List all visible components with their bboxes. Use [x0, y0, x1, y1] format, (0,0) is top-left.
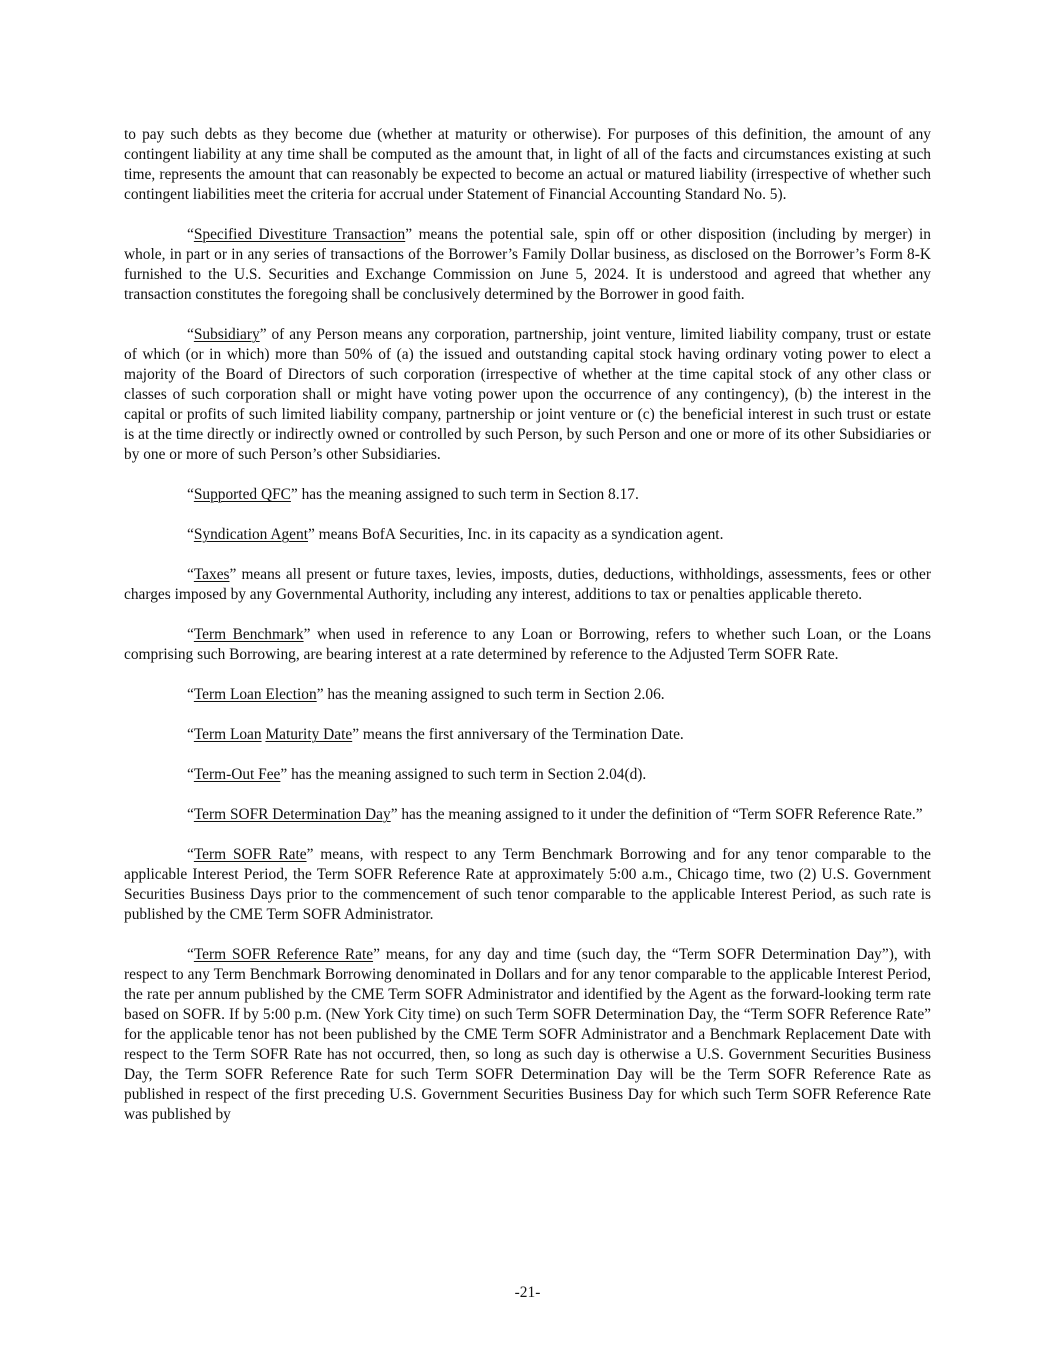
definition-subsidiary: “Subsidiary” of any Person means any corporation, partnership, joint venture, limited liability company, trust or estate of which (or in which) more than 50% of (a) the issued and outstanding capital stock having ordinary voting power to elect a majority of the Board of Directors of such corporation (irrespective of whether at the time capital stock of any other class or classes of such corporation shall or might have voting power upon the occurrence of any contingency), (b) the interest in the capital or profits of such limited liability company, partnership or joint venture or (c) the beneficial interest in such trust or estate is at the time directly or indirectly owned or controlled by such Person, by such Person and one or more of its other Subsidiaries or by one or more of such Person’s other Subsidiaries.	[124, 326, 931, 463]
definition-text: ” has the meaning assigned to such term in Section 2.06.	[316, 686, 665, 703]
definition-term-loan-election: “Term Loan Election” has the meaning assigned to such term in Section 2.06.	[187, 686, 665, 703]
definition-supported-qfc: “Supported QFC” has the meaning assigned to such term in Section 8.17.	[187, 486, 639, 503]
definition-text: ” means the potential sale, spin off or other disposition (including by merger) in whole, in part or in any series of transactions of the Borrower’s Family Dollar business, as disclosed on the Borrower’s Form 8-K furnished to the U.S. Securities and Exchange Commission on June 5, 2024. It is understood and agreed that whether any transaction constitutes the foregoing shall be conclusively determined by the Borrower in good faith.	[124, 226, 931, 303]
definition-term-sofr-rate: “Term SOFR Rate” means, with respect to any Term Benchmark Borrowing and for any tenor comparable to the applicable Interest Period, the Term SOFR Reference Rate at approximately 5:00 a.m., Chicago time, two (2) U.S. Government Securities Business Days prior to the commencement of such tenor comparable to the applicable Interest Period, as such rate is published by the CME Term SOFR Administrator.	[124, 846, 931, 923]
definition-term-sofr-reference-rate: “Term SOFR Reference Rate” means, for any day and time (such day, the “Term SOFR Determination Day”), with respect to any Term Benchmark Borrowing denominated in Dollars and for any tenor comparable to the applicable Interest Period, the rate per annum published by the CME Term SOFR Administrator and identified by the Agent as the forward-looking term rate based on SOFR. If by 5:00 p.m. (New York City time) on such Term SOFR Determination Day, the “Term SOFR Reference Rate” for the applicable tenor has not been published by the CME Term SOFR Administrator and a Benchmark Replacement Date with respect to the Term SOFR Rate has not occurred, then, so long as such day is otherwise a U.S. Government Securities Business Day, the Term SOFR Reference Rate for such Term SOFR Determination Day will be the Term SOFR Reference Rate as published in respect of the first preceding U.S. Government Securities Business Day for which such Term SOFR Reference Rate was published by	[124, 946, 931, 1123]
definition-text: ” has the meaning assigned to such term in Section 2.04(d).	[280, 766, 647, 783]
definition-specified-divestiture-transaction: “Specified Divestiture Transaction” means the potential sale, spin off or other disposition (including by merger) in whole, in part or in any series of transactions of the Borrower’s Family Dollar business, as disclosed on the Borrower’s Form 8-K furnished to the U.S. Securities and Exchange Commission on June 5, 2024. It is understood and agreed that whether any transaction constitutes the foregoing shall be conclusively determined by the Borrower in good faith.	[124, 226, 931, 303]
defined-term: Specified Divestiture Transaction	[193, 226, 406, 243]
defined-term: Term SOFR Reference Rate	[193, 946, 374, 963]
defined-term: Term Benchmark	[193, 626, 304, 643]
defined-term: Supported QFC	[193, 486, 291, 503]
continuation-paragraph: to pay such debts as they become due (whether at maturity or otherwise). For purposes of this definition, the amount of any contingent liability at any time shall be computed as the amount that, in light of all of the facts and circumstances existing at such time, represents the amount that can reasonably be expected to become an actual or matured liability (irrespective of whether such contingent liabilities meet the criteria for accrual under Statement of Financial Accounting Standard No. 5).	[124, 126, 931, 203]
definition-text: ” means BofA Securities, Inc. in its capacity as a syndication agent.	[307, 526, 724, 543]
definition-text: ” has the meaning assigned to it under the definition of “Term SOFR Reference Rate.”	[390, 806, 923, 823]
document-page	[124, 125, 931, 1145]
defined-term: Syndication Agent	[193, 526, 308, 543]
definition-text: ” means the first anniversary of the Termination Date.	[352, 726, 684, 743]
page-number: -21-	[514, 1284, 541, 1301]
definition-term-sofr-determination-day: “Term SOFR Determination Day” has the meaning assigned to it under the definition of “Term SOFR Reference Rate.”	[187, 806, 923, 823]
defined-term: Term Loan Election	[193, 686, 317, 703]
definition-term-loan-maturity-date: “Term Loan Maturity Date” means the first anniversary of the Termination Date.	[187, 726, 684, 743]
defined-term: Subsidiary	[193, 326, 260, 343]
definition-term-benchmark: “Term Benchmark” when used in reference to any Loan or Borrowing, refers to whether such Loan, or the Loans comprising such Borrowing, are bearing interest at a rate determined by reference to the Adjusted Term SOFR Rate.	[124, 626, 931, 663]
definition-taxes: “Taxes” means all present or future taxes, levies, imposts, duties, deductions, withholdings, assessments, fees or other charges imposed by any Governmental Authority, including any interest, additions to tax or penalties applicable thereto.	[124, 566, 931, 603]
definition-text: ” means all present or future taxes, levies, imposts, duties, deductions, withholdings, assessments, fees or other charges imposed by any Governmental Authority, including any interest, additions to tax or penalties applicable thereto.	[124, 566, 931, 603]
definition-text: ” has the meaning assigned to such term in Section 8.17.	[290, 486, 639, 503]
defined-term: Term SOFR Determination Day	[193, 806, 391, 823]
defined-term: Term SOFR Rate	[193, 846, 307, 863]
definition-text: ” means, for any day and time (such day, the “Term SOFR Determination Day”), with respect to any Term Benchmark Borrowing denominated in Dollars and for any tenor comparable to the applicable Interest Period, the rate per annum published by the CME Term SOFR Administrator and identified by the Agent as the forward-looking term rate based on SOFR. If by 5:00 p.m. (New York City time) on such Term SOFR Determination Day, the “Term SOFR Reference Rate” for the applicable tenor has not been published by the CME Term SOFR Administrator and a Benchmark Replacement Date with respect to the Term SOFR Rate has not occurred, then, so long as such day is otherwise a U.S. Government Securities Business Day, the Term SOFR Reference Rate for such Term SOFR Determination Day will be the Term SOFR Reference Rate as published in respect of the first preceding U.S. Government Securities Business Day for which such Term SOFR Reference Rate was published by	[124, 946, 931, 1123]
defined-term: Taxes	[193, 566, 230, 583]
definition-syndication-agent: “Syndication Agent” means BofA Securities, Inc. in its capacity as a syndication agent.	[187, 526, 724, 543]
defined-term: Term Loan	[193, 726, 262, 743]
defined-term-part-two: Maturity Date	[265, 726, 353, 743]
definition-term-out-fee: “Term-Out Fee” has the meaning assigned to such term in Section 2.04(d).	[187, 766, 647, 783]
definition-text: ” of any Person means any corporation, partnership, joint venture, limited liability company, trust or estate of which (or in which) more than 50% of (a) the issued and outstanding capital stock having ordinary voting power to elect a majority of the Board of Directors of such corporation (irrespective of whether at the time capital stock of any other class or classes of such corporation shall or might have voting power upon the occurrence of any contingency), (b) the interest in the capital or profits of such limited liability company, partnership or joint venture or (c) the beneficial interest in such trust or estate is at the time directly or indirectly owned or controlled by such Person, by such Person and one or more of its other Subsidiaries or by one or more of such Person’s other Subsidiaries.	[124, 326, 931, 463]
definition-text: ” when used in reference to any Loan or Borrowing, refers to whether such Loan, or the Loans comprising such Borrowing, are bearing interest at a rate determined by reference to the Adjusted Term SOFR Rate.	[124, 626, 931, 663]
defined-term: Term-Out Fee	[193, 766, 281, 783]
definition-text: ” means, with respect to any Term Benchmark Borrowing and for any tenor comparable to the applicable Interest Period, the Term SOFR Reference Rate at approximately 5:00 a.m., Chicago time, two (2) U.S. Government Securities Business Days prior to the commencement of such tenor comparable to the applicable Interest Period, as such rate is published by the CME Term SOFR Administrator.	[124, 846, 931, 923]
